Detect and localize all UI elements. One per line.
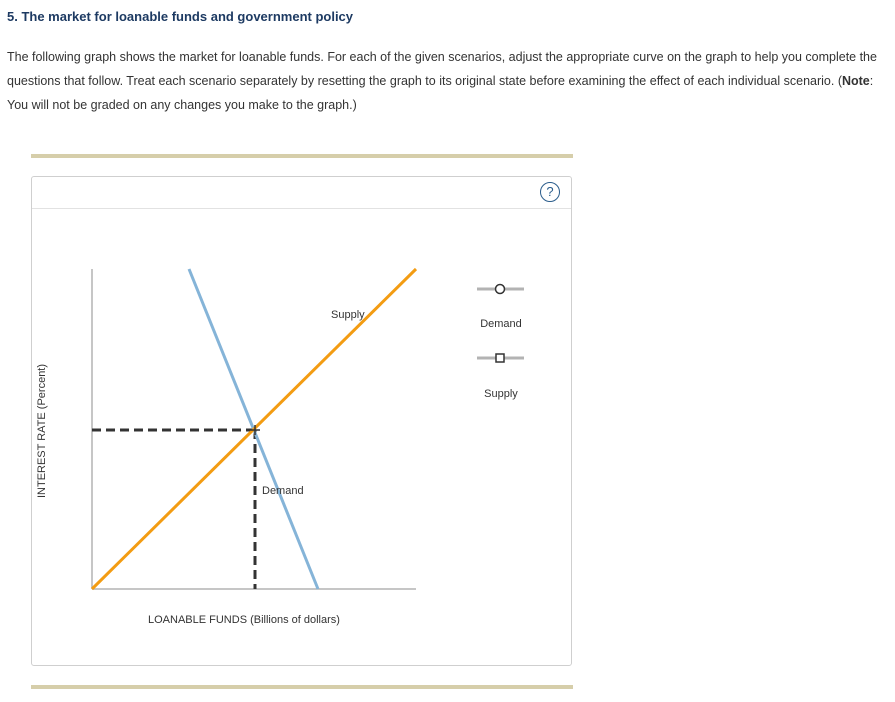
- bottom-divider: [31, 685, 573, 689]
- x-axis-label: LOANABLE FUNDS (Billions of dollars): [148, 614, 340, 626]
- legend-demand-label: Demand: [480, 318, 522, 330]
- y-axis-label: INTEREST RATE (Percent): [36, 363, 48, 499]
- supply-curve-label: Supply: [331, 309, 365, 321]
- circle-icon: [496, 285, 505, 294]
- legend-supply-tool[interactable]: [477, 354, 524, 362]
- demand-curve-label: Demand: [262, 485, 304, 497]
- square-icon: [496, 354, 504, 362]
- question-title: 5. The market for loanable funds and government policy: [7, 9, 354, 24]
- note-text: : You will not be graded on any changes you make to the graph.): [7, 74, 874, 112]
- help-button[interactable]: ?: [540, 182, 560, 202]
- intro-text: The following graph shows the market for loanable funds. For each of the given scenarios, adjust the appropriate curve on the graph to help you complete the questions that follow. Treat each scenario separately by resetting the graph to its original state before examining the effect of each individual scenario. (: [7, 50, 877, 88]
- legend-supply-label: Supply: [484, 388, 518, 400]
- note-label: Note: [841, 74, 870, 88]
- legend-demand-tool[interactable]: [477, 285, 524, 294]
